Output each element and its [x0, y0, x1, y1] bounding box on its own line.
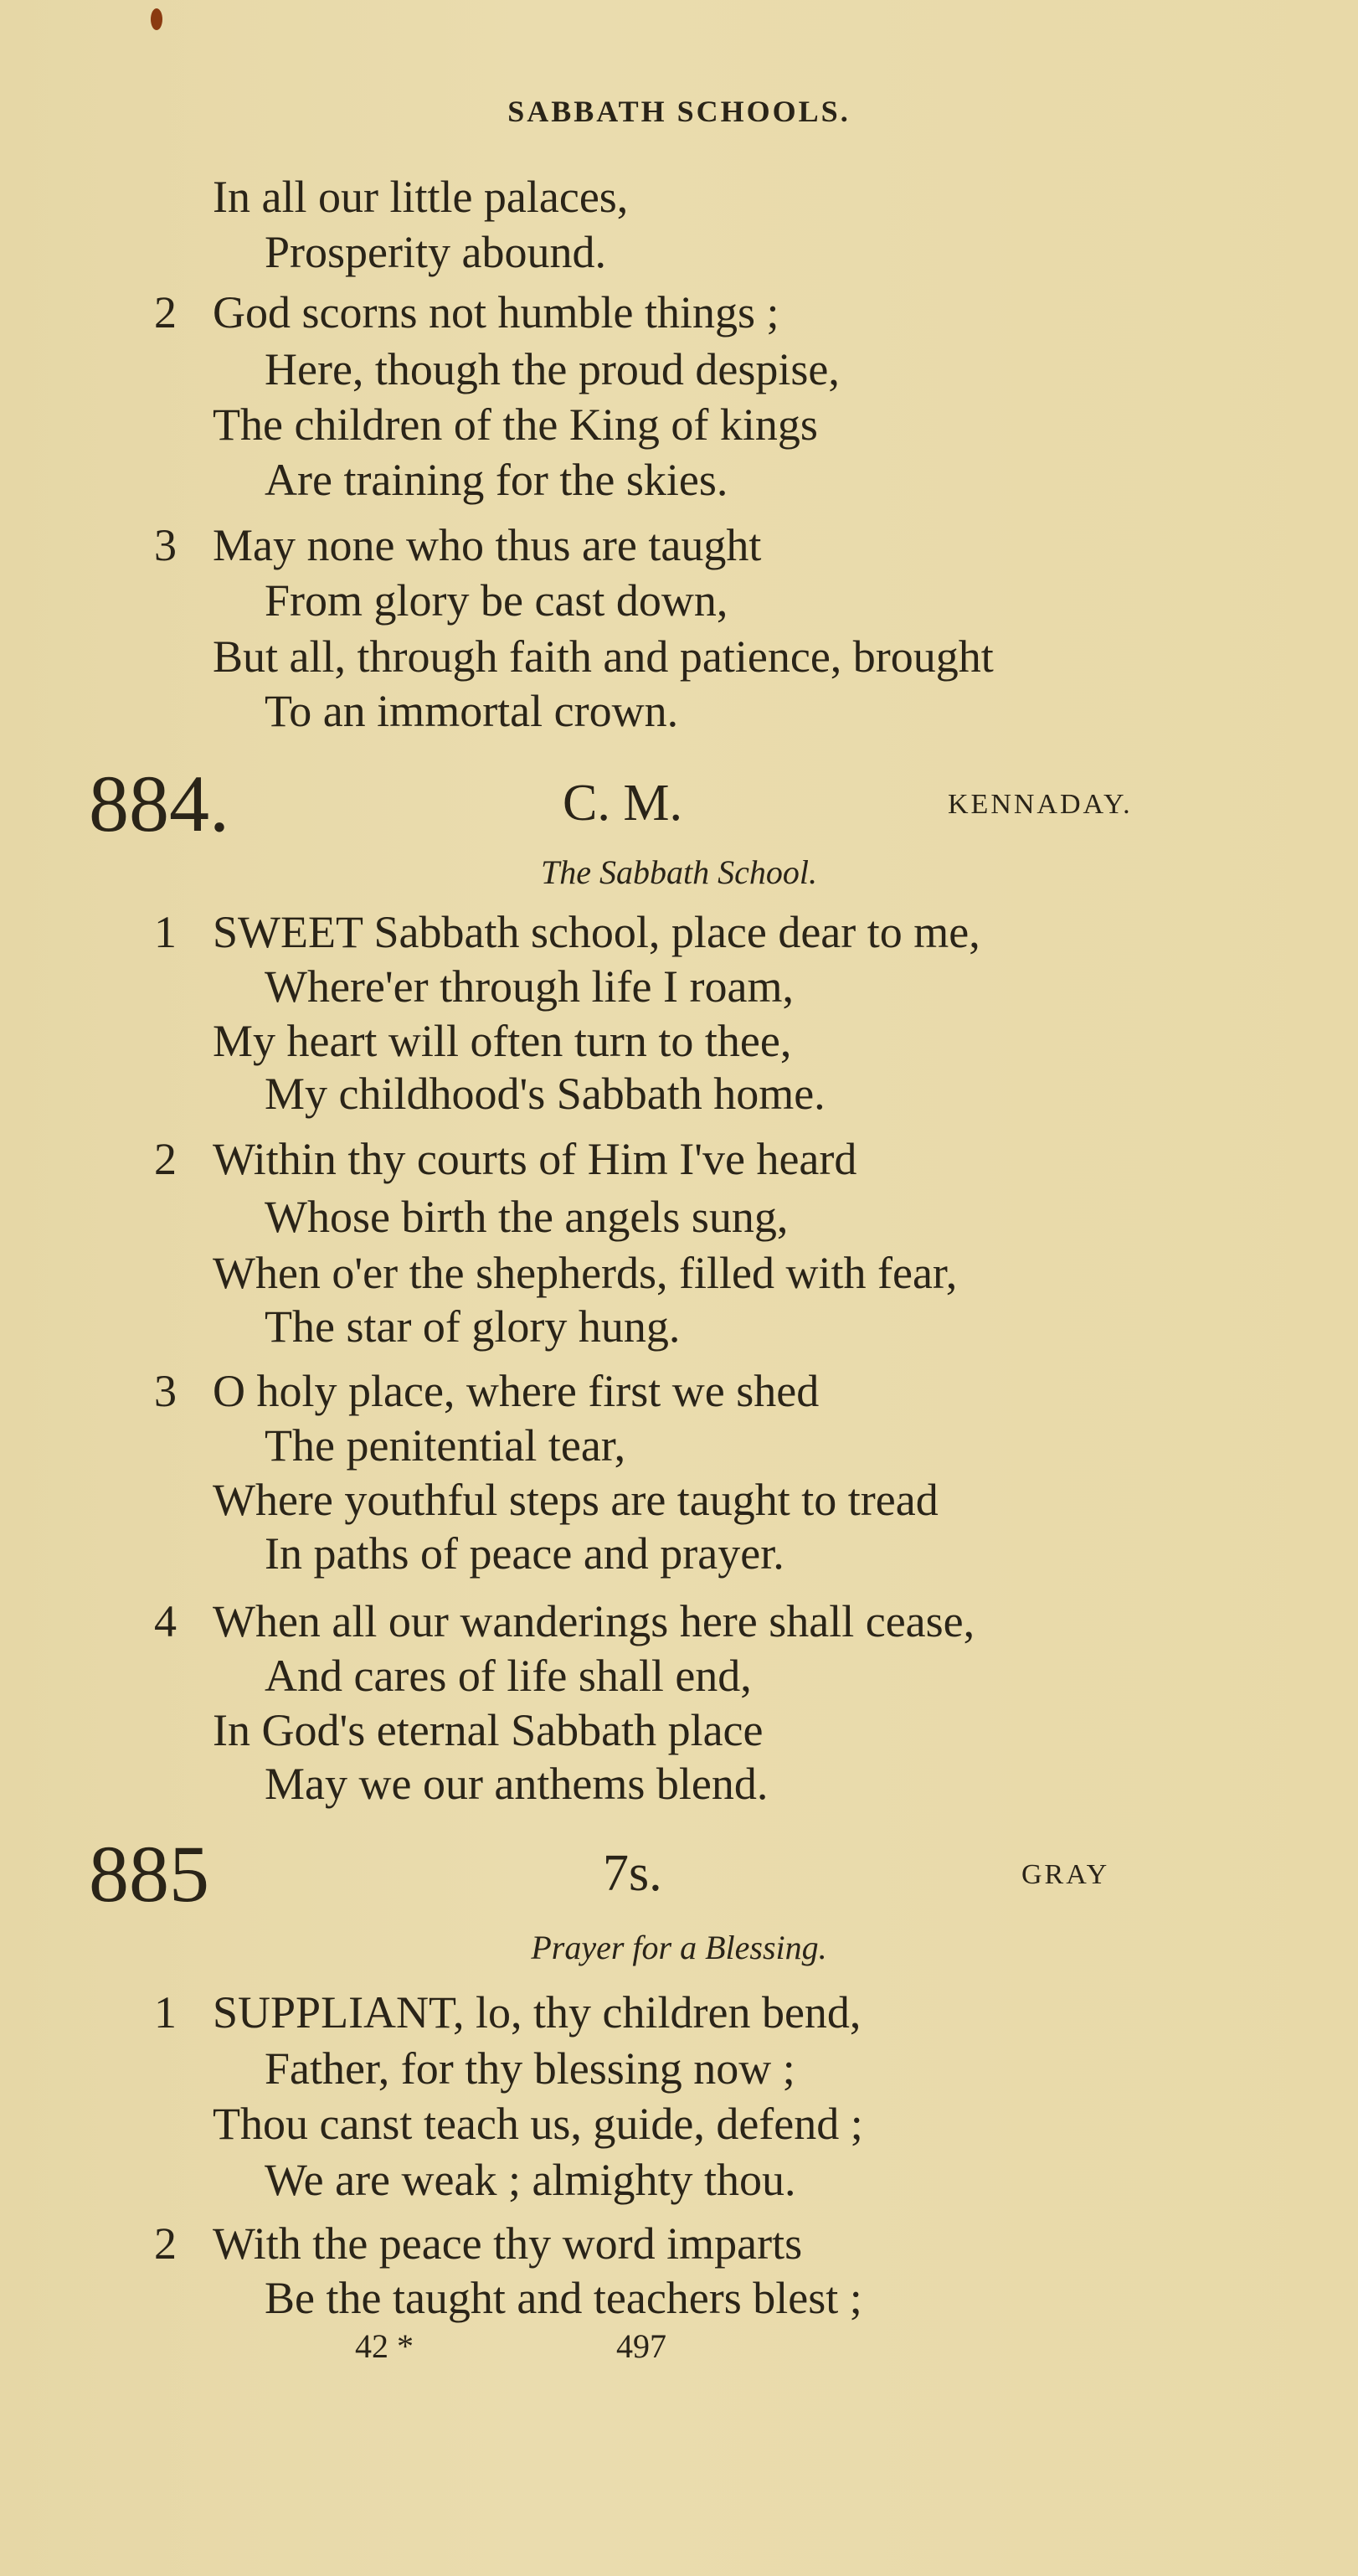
- stanza-number: 1: [154, 1987, 177, 2038]
- tune-name: KENNADAY.: [948, 789, 1133, 820]
- verse-line: God scorns not humble things ;: [213, 287, 779, 337]
- stanza-number: 2: [154, 2218, 177, 2269]
- verse-line: Where'er through life I roam,: [265, 961, 794, 1012]
- verse-line: May we our anthems blend.: [265, 1759, 769, 1809]
- stanza-number: 4: [154, 1596, 177, 1646]
- verse-line: Thou canst teach us, guide, defend ;: [213, 2099, 863, 2149]
- hymn-title: Prayer for a Blessing.: [531, 1929, 827, 1966]
- verse-line: In God's eternal Sabbath place: [213, 1705, 764, 1755]
- hymn-meter: 7s.: [603, 1845, 662, 1902]
- stanza-number: 2: [154, 1134, 177, 1184]
- hymn-number: 884.: [89, 759, 229, 848]
- verse-line: To an immortal crown.: [265, 686, 679, 736]
- verse-line: In paths of peace and prayer.: [265, 1528, 784, 1579]
- tune-name: GRAY: [1021, 1859, 1110, 1890]
- page-number: 497: [616, 2327, 666, 2365]
- verse-line: The children of the King of kings: [213, 399, 818, 450]
- verse-line: Father, for thy blessing now ;: [265, 2043, 795, 2094]
- signature-mark: 42 *: [355, 2327, 414, 2365]
- stanza-number: 2: [154, 287, 177, 337]
- verse-line: My heart will often turn to thee,: [213, 1016, 792, 1066]
- stanza-number: 1: [154, 907, 177, 957]
- verse-line: But all, through faith and patience, brought: [213, 631, 994, 682]
- verse-line: With the peace thy word imparts: [213, 2218, 803, 2269]
- verse-line: May none who thus are taught: [213, 520, 762, 570]
- verse-line: In all our little palaces,: [213, 172, 629, 222]
- verse-line: O holy place, where first we shed: [213, 1366, 820, 1416]
- verse-line: Here, though the proud despise,: [265, 344, 840, 394]
- verse-line: The star of glory hung.: [265, 1301, 681, 1352]
- stanza-number: 3: [154, 1366, 177, 1416]
- verse-line: When all our wanderings here shall cease,: [213, 1596, 975, 1646]
- verse-line: When o'er the shepherds, filled with fear,: [213, 1248, 958, 1298]
- verse-line: The penitential tear,: [265, 1420, 626, 1471]
- verse-line: Whose birth the angels sung,: [265, 1192, 789, 1242]
- verse-line: SUPPLIANT, lo, thy children bend,: [213, 1987, 862, 2038]
- stanza-number: 3: [154, 520, 177, 570]
- hymn-title: The Sabbath School.: [541, 853, 817, 891]
- ink-spot: [151, 8, 162, 30]
- verse-line: Be the taught and teachers blest ;: [265, 2273, 862, 2323]
- verse-line: Within thy courts of Him I've heard: [213, 1134, 857, 1184]
- verse-line: Prosperity abound.: [265, 227, 606, 277]
- verse-line: Where youthful steps are taught to tread: [213, 1475, 939, 1525]
- verse-line: Are training for the skies.: [265, 455, 728, 505]
- running-head: SABBATH SCHOOLS.: [507, 95, 851, 128]
- verse-line: From glory be cast down,: [265, 575, 728, 626]
- verse-line: We are weak ; almighty thou.: [265, 2155, 796, 2205]
- hymn-number: 885: [89, 1829, 209, 1919]
- verse-line: And cares of life shall end,: [265, 1651, 752, 1701]
- verse-line: SWEET Sabbath school, place dear to me,: [213, 907, 980, 957]
- verse-line: My childhood's Sabbath home.: [265, 1069, 826, 1119]
- hymn-meter: C. M.: [563, 775, 682, 832]
